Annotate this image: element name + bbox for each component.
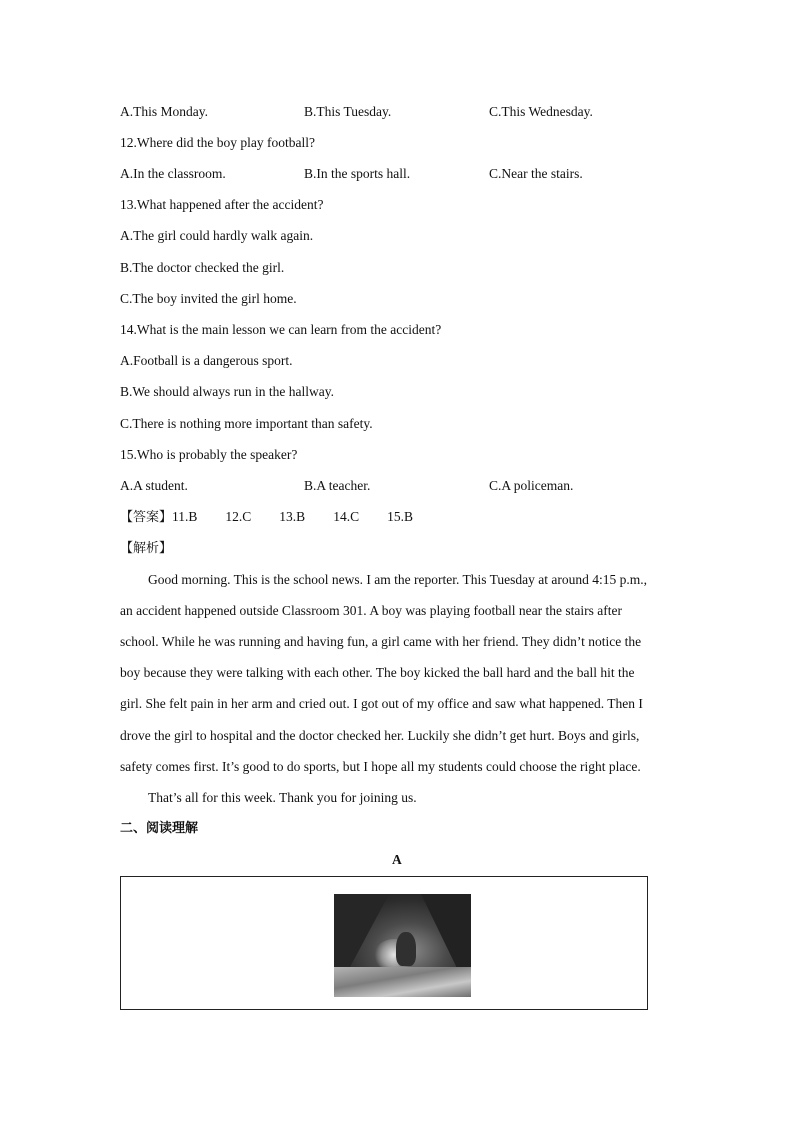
analysis-label: 【解析】 <box>120 541 173 556</box>
analysis-line: school. While he was running and having fun, a girl came with her friend. They didn’t notice the <box>120 634 642 649</box>
analysis-line: girl. She felt pain in her arm and cried out. I got out of my office and saw what happened. Then I <box>120 696 643 711</box>
q15-option-b: B.A teacher. <box>304 478 371 493</box>
q13-stem: 13.What happened after the accident? <box>120 197 324 212</box>
q14-option-c: C.There is nothing more important than safety. <box>120 416 373 431</box>
analysis-line: safety comes first. It’s good to do sports, but I hope all my students could choose the right place. <box>120 759 641 774</box>
q13-option-a: A.The girl could hardly walk again. <box>120 228 314 243</box>
q11-option-b: B.This Tuesday. <box>304 104 392 119</box>
passage-photo <box>334 894 471 997</box>
answer-value: 11.B <box>172 509 198 524</box>
q12-option-b: B.In the sports hall. <box>304 166 411 181</box>
answer-label: 【答案】 <box>120 510 173 525</box>
q11-option-c: C.This Wednesday. <box>489 104 593 119</box>
q14-stem: 14.What is the main lesson we can learn from the accident? <box>120 322 442 337</box>
q11-option-a: A.This Monday. <box>120 104 208 119</box>
answer-value: 14.C <box>333 509 360 524</box>
answer-value: 15.B <box>387 509 413 524</box>
q15-option-c: C.A policeman. <box>489 478 574 493</box>
analysis-line: drove the girl to hospital and the doctor checked her. Luckily she didn’t get hurt. Boys and girls, <box>120 728 640 743</box>
q12-stem: 12.Where did the boy play football? <box>120 135 315 150</box>
analysis-line: an accident happened outside Classroom 301. A boy was playing football near the stairs after <box>120 603 622 618</box>
answer-line <box>120 508 413 527</box>
q12-option-c: C.Near the stairs. <box>489 166 583 181</box>
q13-option-c: C.The boy invited the girl home. <box>120 291 297 306</box>
answer-value: 13.B <box>279 509 306 524</box>
q12-option-a: A.In the classroom. <box>120 166 226 181</box>
q13-option-b: B.The doctor checked the girl. <box>120 260 285 275</box>
q14-option-b: B.We should always run in the hallway. <box>120 384 334 399</box>
q15-option-a: A.A student. <box>120 478 188 493</box>
passage-label: A <box>392 852 402 867</box>
analysis-line: That’s all for this week. Thank you for joining us. <box>148 790 417 805</box>
q14-option-a: A.Football is a dangerous sport. <box>120 353 293 368</box>
section-heading: 二、阅读理解 <box>120 821 199 836</box>
analysis-line: boy because they were talking with each other. The boy kicked the ball hard and the ball hit the <box>120 665 635 680</box>
q15-stem: 15.Who is probably the speaker? <box>120 447 298 462</box>
analysis-line: Good morning. This is the school news. I am the reporter. This Tuesday at around 4:15 p.m., <box>148 572 647 587</box>
answer-value: 12.C <box>225 509 252 524</box>
